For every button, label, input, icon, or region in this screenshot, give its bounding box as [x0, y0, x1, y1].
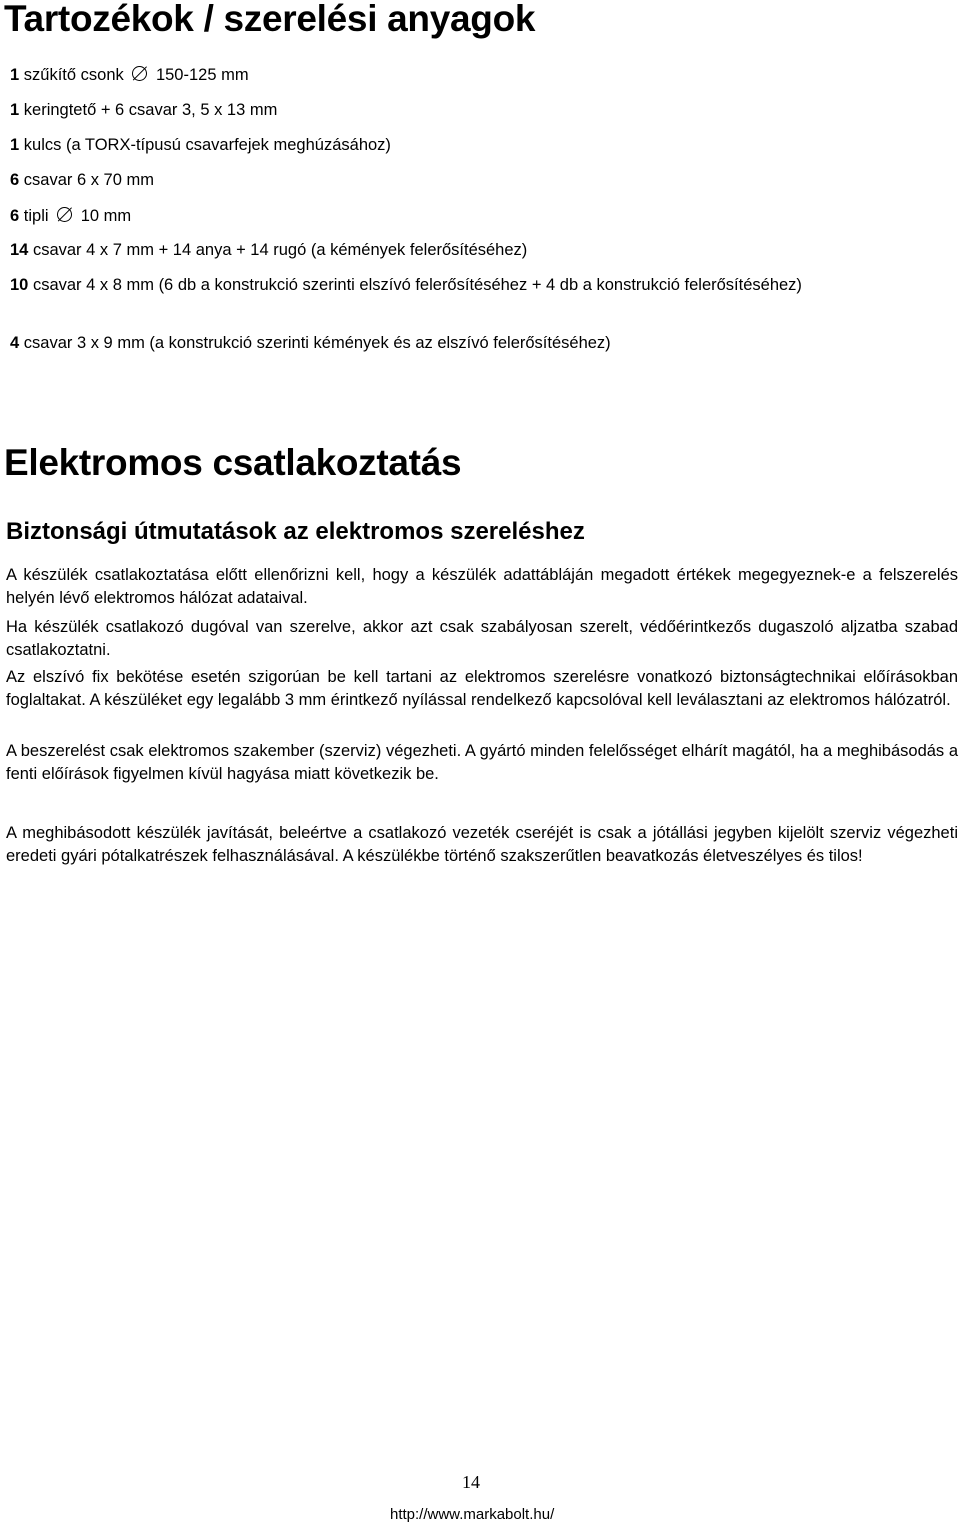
safety-subtitle: Biztonsági útmutatások az elektromos szereléshez	[6, 518, 585, 545]
item-qty: 1	[10, 101, 20, 119]
accessory-item	[10, 169, 948, 191]
item-size: 150-125 mm	[155, 66, 249, 84]
item-text: csavar 4 x 8 mm (6 db a konstrukció szerinti elszívó felerősítéséhez + 4 db a konstrukció felerősítéséhez)	[32, 276, 802, 294]
item-qty: 10	[10, 276, 29, 294]
page-number: 14	[462, 1472, 480, 1492]
item-size: 10 mm	[80, 207, 132, 225]
item-text: csavar 3 x 9 mm (a konstrukció szerinti kémények és az elszívó felerősítéséhez)	[23, 334, 611, 352]
item-qty: 1	[10, 136, 20, 154]
accessory-item	[10, 274, 948, 296]
item-qty: 6	[10, 171, 20, 189]
accessory-item	[10, 99, 948, 121]
item-text: keringtető + 6 csavar 3, 5 x 13 mm	[23, 101, 278, 119]
accessory-item	[10, 239, 948, 261]
electrical-title: Elektromos csatlakoztatás	[4, 442, 462, 483]
accessory-item	[10, 64, 948, 86]
paragraph: Ha készülék csatlakozó dugóval van szerelve, akkor azt csak szabályosan szerelt, védőérintkezős dugaszoló aljzatba szabad csatlakoztatni.	[6, 618, 958, 659]
accessory-item	[10, 332, 948, 354]
item-text: kulcs (a TORX-típusú csavarfejek meghúzásához)	[23, 136, 391, 154]
item-text: szűkítő csonk	[23, 66, 124, 84]
paragraph: A beszerelést csak elektromos szakember (szerviz) végezheti. A gyártó minden felelősséget elhárít magától, ha a meghibásodás a fenti előírások figyelmen kívül hagyása miatt következik be.	[6, 742, 958, 783]
footer-url: http://www.markabolt.hu/	[390, 1506, 555, 1523]
paragraph: Az elszívó fix bekötése esetén szigorúan be kell tartani az elektromos szerelésre vonatkozó biztonságtechnikai előírásokban foglaltakat. A készüléket egy legalább 3 mm érintkező nyílással rendelkező kapcsolóval kell leválasztani az elektromos hálózatról.	[6, 668, 958, 709]
item-qty: 14	[10, 241, 29, 259]
accessory-item	[10, 134, 948, 156]
accessory-item	[10, 205, 948, 227]
item-qty: 4	[10, 334, 20, 352]
item-qty: 1	[10, 66, 20, 84]
item-text: csavar 6 x 70 mm	[23, 171, 154, 189]
accessories-title: Tartozékok / szerelési anyagok	[4, 0, 536, 39]
diameter-icon	[132, 66, 147, 81]
paragraph: A készülék csatlakoztatása előtt ellenőrizni kell, hogy a készülék adattábláján megadott értékek megegyeznek-e a felszerelés helyén lévő elektromos hálózat adataival.	[6, 566, 958, 607]
item-text: csavar 4 x 7 mm + 14 anya + 14 rugó (a kémények felerősítéséhez)	[32, 241, 528, 259]
item-text: tipli	[23, 207, 49, 225]
item-qty: 6	[10, 207, 20, 225]
diameter-icon	[57, 207, 72, 222]
paragraph: A meghibásodott készülék javítását, beleértve a csatlakozó vezeték cseréjét is csak a jótállási jegyben kijelölt szerviz végezheti eredeti gyári pótalkatrészek felhasználásával. A készülékbe történő szakszerűtlen beavatkozás életveszélyes és tilos!	[6, 824, 958, 865]
